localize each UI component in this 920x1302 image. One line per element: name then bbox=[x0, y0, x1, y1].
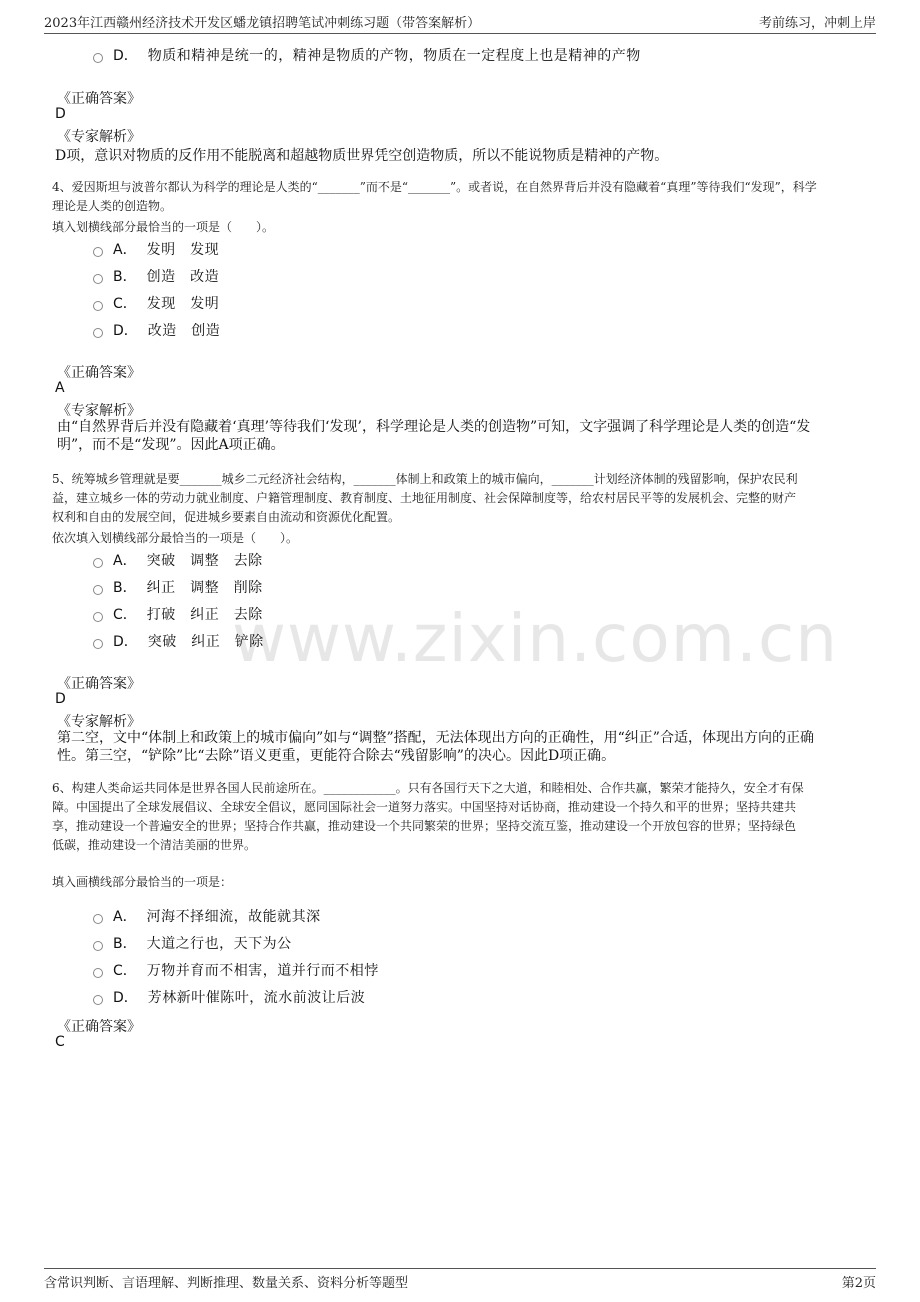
option-text: 发明 发现 bbox=[146, 242, 220, 258]
q4-answer: A bbox=[55, 380, 65, 396]
radio-icon[interactable] bbox=[93, 247, 103, 257]
q5-stem bbox=[52, 470, 878, 527]
option-text: 改造 创造 bbox=[147, 323, 221, 339]
q6-stem-line: 享，推动建设一个普遍安全的世界；坚持合作共赢，推动建设一个共同繁荣的世界；坚持交流互鉴，推动建设一个开放包容的世界；坚持绿色 bbox=[52, 819, 797, 833]
option-letter: D． bbox=[113, 323, 138, 339]
q5-option-a[interactable] bbox=[93, 550, 263, 570]
q3-answer-heading: 《正确答案》 bbox=[57, 91, 141, 107]
radio-icon[interactable] bbox=[93, 558, 103, 568]
q4-analysis-heading: 《专家解析》 bbox=[57, 403, 141, 419]
q4-option-c[interactable] bbox=[93, 293, 219, 313]
option-letter: B． bbox=[113, 936, 137, 952]
footer-rule bbox=[44, 1268, 876, 1269]
radio-icon[interactable] bbox=[93, 274, 103, 284]
radio-icon[interactable] bbox=[93, 914, 103, 924]
q5-answer-heading: 《正确答案》 bbox=[57, 676, 141, 692]
radio-icon[interactable] bbox=[93, 301, 103, 311]
radio-icon[interactable] bbox=[93, 585, 103, 595]
q4-prompt: 填入划横线部分最恰当的一项是（ ）。 bbox=[52, 220, 275, 234]
q5-analysis-line: 性。第三空，“铲除”比“去除”语义更重，更能符合除去“残留影响”的决心。因此D项正确。 bbox=[57, 748, 616, 764]
q5-prompt: 依次填入划横线部分最恰当的一项是（ ）。 bbox=[52, 531, 299, 545]
option-letter: C． bbox=[113, 296, 137, 312]
q3-answer: D bbox=[55, 106, 66, 122]
q5-analysis-heading: 《专家解析》 bbox=[57, 714, 141, 730]
q6-prompt: 填入画横线部分最恰当的一项是： bbox=[52, 875, 233, 889]
option-letter: A． bbox=[113, 553, 137, 569]
option-text: 芳林新叶催陈叶，流水前波让后波 bbox=[147, 990, 366, 1006]
page-number: 第2页 bbox=[841, 1276, 876, 1291]
q5-option-c[interactable] bbox=[93, 604, 263, 624]
q3-option-d[interactable] bbox=[93, 45, 641, 65]
q6-option-c[interactable] bbox=[93, 960, 379, 980]
q4-stem bbox=[52, 178, 878, 216]
q5-analysis-line: 第二空，文中“体制上和政策上的城市偏向”如与“调整”搭配，无法体现出方向的正确性，用“纠正”合适，体现出方向的正确 bbox=[57, 730, 814, 746]
option-text: 万物并育而不相害，道并行而不相悖 bbox=[146, 963, 379, 979]
q4-analysis-line: 明”，而不是“发现”。因此A项正确。 bbox=[57, 437, 285, 453]
option-letter: C． bbox=[113, 607, 137, 623]
option-letter: B． bbox=[113, 580, 137, 596]
option-text: 突破 调整 去除 bbox=[146, 553, 263, 569]
option-letter: A． bbox=[113, 242, 137, 258]
q4-answer-heading: 《正确答案》 bbox=[57, 365, 141, 381]
q4-stem-line: 理论是人类的创造物。 bbox=[52, 199, 173, 213]
q6-answer-heading: 《正确答案》 bbox=[57, 1019, 141, 1035]
option-letter: B． bbox=[113, 269, 137, 285]
q5-stem-line: 益，建立城乡一体的劳动力就业制度、户籍管理制度、教育制度、土地征用制度、社会保障制度等，给农村居民平等的发展机会、完整的财产 bbox=[52, 491, 797, 505]
q6-stem-line: 障。中国提出了全球发展倡议、全球安全倡议，愿同国际社会一道努力落实。中国坚持对话协商，推动建设一个持久和平的世界；坚持共建共 bbox=[52, 800, 797, 814]
q5-option-d[interactable] bbox=[93, 631, 264, 651]
option-letter: D． bbox=[113, 634, 138, 650]
q5-stem-line: 5、统筹城乡管理就是要_______城乡二元经济社会结构，_______体制上和政策上的城市偏向，_______计划经济体制的残留影响，保护农民利 bbox=[52, 472, 798, 486]
q6-option-d[interactable] bbox=[93, 987, 365, 1007]
q4-option-a[interactable] bbox=[93, 239, 219, 259]
q5-option-b[interactable] bbox=[93, 577, 263, 597]
q5-answer: D bbox=[55, 691, 66, 707]
option-text: 物质和精神是统一的，精神是物质的产物，物质在一定程度上也是精神的产物 bbox=[147, 48, 641, 64]
q6-stem bbox=[52, 779, 878, 855]
q5-stem-line: 权利和自由的发展空间，促进城乡要素自由流动和资源优化配置。 bbox=[52, 510, 401, 524]
option-text: 突破 纠正 铲除 bbox=[147, 634, 264, 650]
header-rule bbox=[44, 33, 876, 34]
q6-answer: C bbox=[55, 1034, 65, 1050]
option-text: 发现 发明 bbox=[146, 296, 220, 312]
option-text: 打破 纠正 去除 bbox=[146, 607, 263, 623]
footer-note: 含常识判断、言语理解、判断推理、数量关系、资料分析等题型 bbox=[44, 1276, 409, 1291]
q6-stem-line: 低碳，推动建设一个清洁美丽的世界。 bbox=[52, 838, 257, 852]
option-letter: D． bbox=[113, 990, 138, 1006]
radio-icon[interactable] bbox=[93, 612, 103, 622]
radio-icon[interactable] bbox=[93, 941, 103, 951]
q6-option-a[interactable] bbox=[93, 906, 321, 926]
radio-icon[interactable] bbox=[93, 53, 103, 63]
option-letter: D． bbox=[113, 48, 138, 64]
radio-icon[interactable] bbox=[93, 968, 103, 978]
watermark: www.zixin.com.cn bbox=[232, 600, 839, 677]
q4-option-d[interactable] bbox=[93, 320, 220, 340]
option-text: 创造 改造 bbox=[146, 269, 220, 285]
radio-icon[interactable] bbox=[93, 995, 103, 1005]
document-title: 2023年江西赣州经济技术开发区蟠龙镇招聘笔试冲刺练习题（带答案解析） bbox=[44, 16, 481, 31]
q6-option-b[interactable] bbox=[93, 933, 292, 953]
option-letter: A． bbox=[113, 909, 137, 925]
q3-analysis-heading: 《专家解析》 bbox=[57, 129, 141, 145]
q4-stem-line: 4、爱因斯坦与波普尔都认为科学的理论是人类的“_______”而不是“_______”。或者说，在自然界背后并没有隐藏着“真理”等待我们“发现”，科学 bbox=[52, 180, 817, 194]
option-letter: C． bbox=[113, 963, 137, 979]
q3-analysis: D项，意识对物质的反作用不能脱离和超越物质世界凭空创造物质，所以不能说物质是精神的产物。 bbox=[55, 148, 669, 164]
radio-icon[interactable] bbox=[93, 328, 103, 338]
q4-analysis-line: 由“自然界背后并没有隐藏着‘真理’等待我们‘发现’，科学理论是人类的创造物”可知，文字强调了科学理论是人类的创造“发 bbox=[57, 419, 811, 435]
radio-icon[interactable] bbox=[93, 639, 103, 649]
option-text: 河海不择细流，故能就其深 bbox=[146, 909, 321, 925]
header-slogan: 考前练习，冲刺上岸 bbox=[758, 16, 876, 31]
q5-analysis bbox=[57, 729, 847, 765]
option-text: 纠正 调整 削除 bbox=[146, 580, 263, 596]
q4-analysis bbox=[57, 418, 847, 454]
q6-stem-line: 6、构建人类命运共同体是世界各国人民前途所在。____________。只有各国行天下之大道，和睦相处、合作共赢，繁荣才能持久，安全才有保 bbox=[52, 781, 804, 795]
q4-option-b[interactable] bbox=[93, 266, 219, 286]
option-text: 大道之行也，天下为公 bbox=[146, 936, 292, 952]
